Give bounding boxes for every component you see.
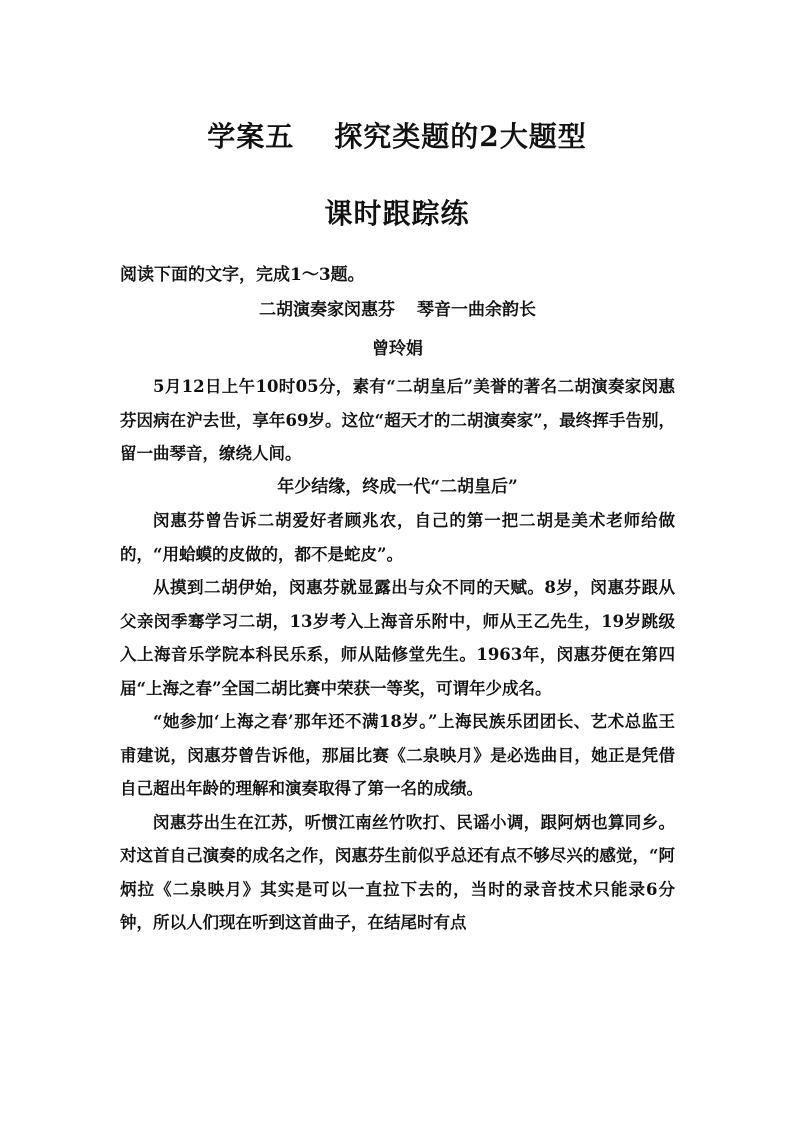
article-author: 曾玲娟 xyxy=(372,339,423,359)
lesson-topic: 探究类题的2大题型 xyxy=(334,120,587,153)
paragraph: “她参加‘上海之春’那年还不满18岁。”上海民族乐团团长、艺术总监王甫建说，闵惠芬曾告诉他，那届比赛《二泉映月》是必选曲目，她正是凭借自己超出年龄的理解和演奏取得了第一名的成绩。 xyxy=(120,712,675,798)
article-title-part2: 琴音一曲余韵长 xyxy=(417,300,536,320)
lesson-label: 学案五 xyxy=(207,120,295,153)
paragraph: 闵惠芬出生在江苏，听惯江南丝竹吹打、民谣小调，跟阿炳也算同乡。对这首自己演奏的成名之作，闵惠芬生前似乎总还有点不够尽兴的感觉，“阿炳拉《二泉映月》其实是可以一直拉下去的，当时的录音技术只能录6分钟，所以人们现在听到这首曲子，在结尾时有点 xyxy=(120,812,675,932)
article-body xyxy=(120,370,675,940)
paragraph: 闵惠芬曾告诉二胡爱好者顾兆农，自己的第一把二胡是美术老师给做的，“用蛤蟆的皮做的，都不是蛇皮”。 xyxy=(120,511,675,564)
main-title xyxy=(0,115,794,155)
section-heading: 年少结缘，终成一代“二胡皇后” xyxy=(277,476,518,497)
question-instruction: 阅读下面的文字，完成1～3题。 xyxy=(120,265,365,285)
article-title-part1: 二胡演奏家闵惠芬 xyxy=(259,300,395,320)
paragraph: 从摸到二胡伊始，闵惠芬就显露出与众不同的天赋。8岁，闵惠芬跟从父亲闵季骞学习二胡，13岁考入上海音乐附中，师从王乙先生，19岁跳级入上海音乐学院本科民乐系，师从陆修堂先生。1963年，闵惠芬便在第四届“上海之春”全国二胡比赛中荣获一等奖，可谓年少成名。 xyxy=(120,578,675,698)
article-title xyxy=(120,295,675,320)
paragraph: 5月12日上午10时05分，素有“二胡皇后”美誉的著名二胡演奏家闵惠芬因病在沪去世，享年69岁。这位“超天才的二胡演奏家”，最终挥手告别，留一曲琴音，缭绕人间。 xyxy=(120,377,675,463)
sub-title: 课时跟踪练 xyxy=(324,197,470,230)
